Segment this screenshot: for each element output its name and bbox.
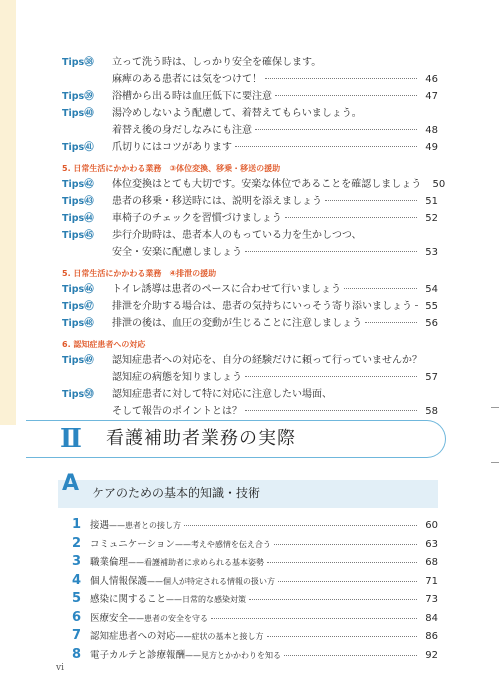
toc-title xyxy=(90,573,275,591)
section-title: ケアのための基本的知識・技術 xyxy=(92,486,261,500)
tip-text: 体位変換はとても大切です。安楽な体位であることを確認しましょう xyxy=(112,179,422,190)
tip-entry[interactable] xyxy=(62,88,438,105)
tip-text: 爪切りにはコツがあります xyxy=(112,142,232,153)
tip-line xyxy=(112,315,438,332)
toc-row[interactable] xyxy=(72,590,438,609)
tip-text: そして報告のポイントとは？ xyxy=(112,406,242,417)
tips-group xyxy=(62,281,438,332)
margin-mark xyxy=(491,462,499,463)
dot-leader xyxy=(249,590,417,600)
tip-page: 46 xyxy=(425,74,438,85)
toc-subtitle: ——患者との接し方 xyxy=(109,521,182,530)
dot-leader xyxy=(184,516,417,526)
toc-page: 86 xyxy=(425,631,438,642)
tip-page: 48 xyxy=(425,125,438,136)
tips-group xyxy=(62,54,438,156)
dot-leader xyxy=(245,367,417,377)
dot-leader xyxy=(235,137,417,147)
toc-page: 68 xyxy=(425,557,438,568)
dot-leader xyxy=(275,86,417,96)
tip-page: 58 xyxy=(425,406,438,417)
dot-leader xyxy=(274,535,417,545)
page-number: vi xyxy=(56,663,64,673)
tip-page: 57 xyxy=(425,372,438,383)
toc-subtitle: ——日常的な感染対策 xyxy=(166,595,247,604)
tip-text: 安全・安楽に配慮しましょう xyxy=(112,247,242,258)
dot-leader xyxy=(285,208,417,218)
tip-line xyxy=(112,281,438,298)
tip-entry[interactable] xyxy=(62,281,438,298)
dot-leader xyxy=(265,69,417,79)
tip-text: 認知症患者への対応を、自分の経験だけに頼って行っていませんか？ xyxy=(112,355,422,366)
tip-text: 認知症の病態を知りましょう xyxy=(112,372,242,383)
toc-page: 60 xyxy=(425,520,438,531)
toc-title xyxy=(90,517,181,535)
toc-main-title: 接遇 xyxy=(90,520,110,531)
tips-group xyxy=(62,352,438,420)
toc-subtitle: ——症状の基本と接し方 xyxy=(175,632,264,641)
toc-page: 73 xyxy=(425,594,438,605)
tip-text: トイレ誘導は患者のペースに合わせて行いましょう xyxy=(112,284,341,295)
tip-text: 麻痺のある患者には気をつけて！ xyxy=(112,74,262,85)
dot-leader xyxy=(415,296,417,306)
toc-title xyxy=(90,647,281,665)
side-color-band xyxy=(0,0,16,425)
toc-title xyxy=(90,554,264,572)
chapter-header xyxy=(26,420,446,460)
tip-line xyxy=(112,244,438,261)
tip-page: 52 xyxy=(425,213,438,224)
tip-entry[interactable] xyxy=(62,352,438,386)
toc-page: 71 xyxy=(425,575,438,587)
dot-leader xyxy=(284,646,417,656)
tip-line xyxy=(112,88,438,105)
section-heading: 5. 日常生活にかかわる業務 ④排泄の援助 xyxy=(62,269,217,278)
tip-entry[interactable] xyxy=(62,386,438,420)
tip-text: 患者の移乗・移送時には、説明を添えましょう xyxy=(112,196,322,207)
toc-number: 2 xyxy=(72,535,82,551)
tip-label: Tips㊺ xyxy=(62,230,94,241)
toc-main-title: 医療安全 xyxy=(90,612,129,624)
toc-page: 92 xyxy=(425,649,438,661)
tip-label: Tips㊼ xyxy=(62,301,94,312)
tip-page: 56 xyxy=(425,318,438,329)
tips-list xyxy=(62,54,446,420)
section-letter: A xyxy=(62,471,80,496)
toc-title xyxy=(90,628,264,646)
tip-line xyxy=(112,210,438,227)
tip-label: Tips㊻ xyxy=(62,284,94,295)
tip-text: 排泄を介助する場合は、患者の気持ちにいっそう寄り添いましょう xyxy=(112,301,412,312)
dot-leader xyxy=(344,279,417,289)
tip-label: Tips㊴ xyxy=(62,91,94,102)
toc-main-title: 個人情報保護 xyxy=(90,575,148,587)
tip-label: Tips㊸ xyxy=(62,196,94,207)
tip-text: 浴槽から出る時は血圧低下に要注意 xyxy=(112,91,272,102)
tip-label: Tips㊾ xyxy=(62,355,94,366)
dot-leader xyxy=(267,553,417,563)
toc-row[interactable] xyxy=(72,609,438,628)
margin-mark xyxy=(491,407,499,408)
toc-number: 6 xyxy=(72,609,82,625)
tips-group xyxy=(62,176,446,261)
tip-entry[interactable] xyxy=(62,315,438,332)
toc-subtitle: ——見方とかかわりを知る xyxy=(185,650,282,660)
toc-title xyxy=(90,536,271,554)
toc-row[interactable] xyxy=(72,535,438,554)
dot-leader xyxy=(365,313,417,323)
tip-label: Tips㊽ xyxy=(62,318,94,329)
toc-number: 1 xyxy=(72,517,82,532)
tip-entry[interactable] xyxy=(62,105,438,139)
tip-entry[interactable] xyxy=(62,139,438,156)
tip-page: 55 xyxy=(425,301,438,312)
tip-label: Tips㊷ xyxy=(62,179,94,190)
tip-text: 立って洗う時は、しっかり安全を確保します。 xyxy=(112,57,322,68)
tip-line xyxy=(112,369,438,386)
dot-leader xyxy=(245,242,417,252)
tip-text: 認知症患者に対して特に対応に注意したい場面、 xyxy=(112,389,332,400)
tip-text: 湯冷めしないよう配慮して、着替えてもらいましょう。 xyxy=(112,108,362,119)
toc-title xyxy=(90,591,246,609)
toc-page: 84 xyxy=(425,612,438,624)
tip-entry[interactable] xyxy=(62,54,438,88)
toc-row[interactable] xyxy=(72,516,438,535)
toc-subtitle: ——個人が特定される情報の扱い方 xyxy=(147,576,276,586)
chapter-number: Ⅱ xyxy=(60,424,82,454)
toc-subtitle: ——考えや感情を伝え合う xyxy=(174,539,271,549)
tip-label: Tips㊹ xyxy=(62,213,94,224)
dot-leader xyxy=(245,401,417,411)
dot-leader xyxy=(267,627,417,637)
tip-text: 歩行介助時は、患者本人のもっている力を生かしつつ、 xyxy=(112,230,362,241)
toc-main-title: 認知症患者への対応 xyxy=(90,631,176,642)
tip-page: 49 xyxy=(425,142,438,153)
tip-page: 47 xyxy=(425,91,438,102)
section-heading: 5. 日常生活にかかわる業務 ③体位変換、移乗・移送の援助 xyxy=(62,164,281,173)
tip-page: 54 xyxy=(425,284,438,295)
toc-main-title: 職業倫理 xyxy=(90,557,129,568)
toc-main-title: 電子カルテと診療報酬 xyxy=(90,649,186,661)
tip-entry[interactable] xyxy=(62,210,438,227)
tip-page: 50 xyxy=(432,179,446,190)
tip-page: 53 xyxy=(425,247,438,258)
toc-number: 8 xyxy=(72,646,82,662)
toc-number: 5 xyxy=(72,591,82,606)
dot-leader xyxy=(325,191,417,201)
toc-number: 7 xyxy=(72,628,82,643)
dot-leader xyxy=(278,572,417,582)
tip-label: Tips㊶ xyxy=(62,142,94,153)
section-heading: 6. 認知症患者への対応 xyxy=(62,340,146,349)
toc-page: 63 xyxy=(425,538,438,550)
tip-page: 51 xyxy=(425,196,438,207)
toc-number: 3 xyxy=(72,554,82,569)
toc-row[interactable] xyxy=(72,572,438,591)
toc-main-title: コミュニケーション xyxy=(90,538,175,550)
tip-text: 排泄の後は、血圧の変動が生じることに注意しましょう xyxy=(112,318,362,329)
tip-entry[interactable] xyxy=(62,227,438,261)
toc-row[interactable] xyxy=(72,553,438,572)
toc-title xyxy=(90,610,208,628)
toc-subtitle: ——患者の安全を守る xyxy=(128,613,209,623)
table-of-contents xyxy=(72,516,438,664)
chapter-title: 看護補助者業務の実際 xyxy=(106,428,296,449)
tip-text: 着替え後の身だしなみにも注意 xyxy=(112,125,252,136)
tip-label: Tips㊵ xyxy=(62,108,94,119)
tip-label: Tips㊳ xyxy=(62,57,94,68)
toc-row[interactable] xyxy=(72,627,438,646)
toc-row[interactable] xyxy=(72,646,438,665)
tip-line xyxy=(112,139,438,156)
tip-text: 車椅子のチェックを習慣づけましょう xyxy=(112,213,282,224)
toc-main-title: 感染に関すること xyxy=(90,594,167,605)
dot-leader xyxy=(255,120,417,130)
toc-subtitle: ——看護補助者に求められる基本姿勢 xyxy=(128,558,265,567)
toc-number: 4 xyxy=(72,572,82,588)
tip-line xyxy=(112,403,438,420)
tip-label: Tips㊿ xyxy=(62,389,94,400)
dot-leader xyxy=(211,609,417,619)
